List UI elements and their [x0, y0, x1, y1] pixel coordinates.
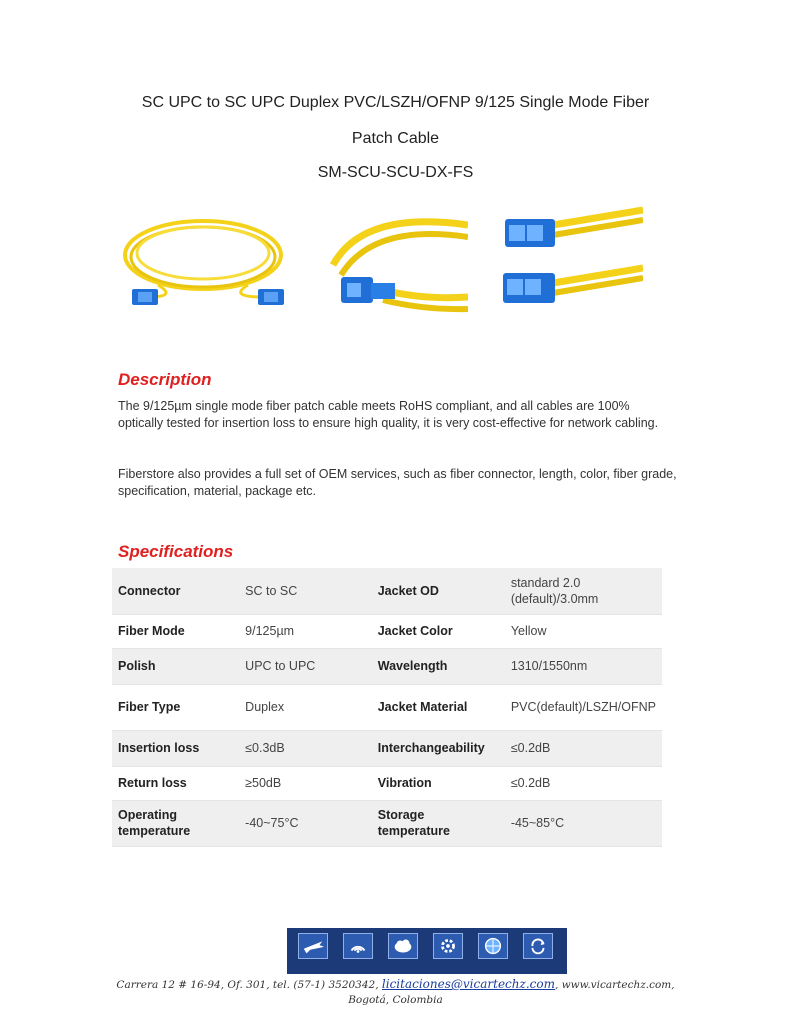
spec-key: Connector: [118, 583, 181, 598]
cloud-icon: [385, 932, 421, 970]
refresh-icon: [520, 932, 556, 970]
spec-key: Fiber Mode: [118, 624, 185, 638]
spec-key: Jacket Color: [377, 624, 453, 638]
table-row: [112, 648, 662, 684]
table-row: [112, 614, 662, 648]
cable-coil-photo: [118, 205, 293, 320]
spec-key: Interchangeability: [377, 741, 485, 755]
specifications-table: [112, 568, 662, 847]
spec-key: Vibration: [377, 776, 432, 790]
email-link[interactable]: licitaciones@vicartechz.com: [381, 977, 555, 991]
footer-address: [0, 977, 791, 1008]
description-paragraph-1: The 9/125µm single mode fiber patch cable meets RoHS compliant, and all cables are 100% optically tested for insertion loss to ensure high quality, it is very cost-effective for network cabling.: [118, 399, 659, 430]
spec-value: PVC(default)/LSZH/OFNP: [510, 700, 656, 714]
spec-key: Operating temperature: [118, 808, 191, 838]
spec-value: -45~85°C: [510, 816, 565, 830]
product-title-line2: Patch Cable: [351, 130, 440, 147]
spec-value: ≥50dB: [245, 776, 282, 790]
product-sku: SM-SCU-SCU-DX-FS: [317, 164, 474, 181]
specifications-heading: Specifications: [118, 542, 234, 561]
product-title-line1: SC UPC to SC UPC Duplex PVC/LSZH/OFNP 9/125 Single Mode Fiber: [141, 94, 650, 111]
spec-key: Fiber Type: [118, 700, 181, 714]
spec-key: Return loss: [118, 776, 187, 790]
spec-value: ≤0.2dB: [510, 741, 551, 755]
table-row: [112, 568, 662, 614]
spec-value: ≤0.2dB: [510, 776, 551, 790]
table-row: [112, 766, 662, 800]
table-row: [112, 684, 662, 730]
address-prefix: Carrera 12 # 16-94, Of. 301, tel. (57-1) 3520342,: [116, 979, 382, 991]
gear-icon: [430, 932, 466, 970]
cable-closeup-photo: [323, 205, 468, 320]
table-row: [112, 800, 662, 846]
description-heading: Description: [118, 370, 212, 389]
spec-key: Storage temperature: [377, 808, 450, 838]
spec-value: 1310/1550nm: [510, 659, 588, 673]
spec-key: Wavelength: [377, 659, 448, 673]
spec-key: Insertion loss: [118, 741, 200, 755]
spec-value: -40~75°C: [245, 816, 299, 830]
spec-value: 9/125µm: [245, 624, 295, 638]
description-paragraph-2: Fiberstore also provides a full set of OEM services, such as fiber connector, length, color, fiber grade, specification, material, package etc.: [118, 467, 677, 498]
address-suffix: , www.vicartechz.com,: [554, 979, 675, 991]
table-row: [112, 730, 662, 766]
spec-value: standard 2.0 (default)/3.0mm: [510, 575, 599, 606]
connector-closeup-photo: [493, 205, 643, 320]
address-city: Bogotá, Colombia: [348, 994, 443, 1006]
airplane-icon: [295, 932, 331, 970]
wifi-icon: [340, 932, 376, 970]
spec-value: SC to SC: [245, 583, 298, 598]
spec-value: ≤0.3dB: [245, 741, 285, 755]
globe-icon: [475, 932, 511, 970]
spec-value: Yellow: [510, 624, 547, 638]
spec-value: Duplex: [245, 700, 285, 714]
spec-key: Jacket Material: [377, 700, 468, 714]
company-banner: [287, 928, 567, 974]
spec-key: Jacket OD: [377, 583, 439, 598]
spec-value: UPC to UPC: [245, 659, 316, 673]
spec-key: Polish: [118, 659, 156, 673]
product-photos: [118, 205, 648, 320]
